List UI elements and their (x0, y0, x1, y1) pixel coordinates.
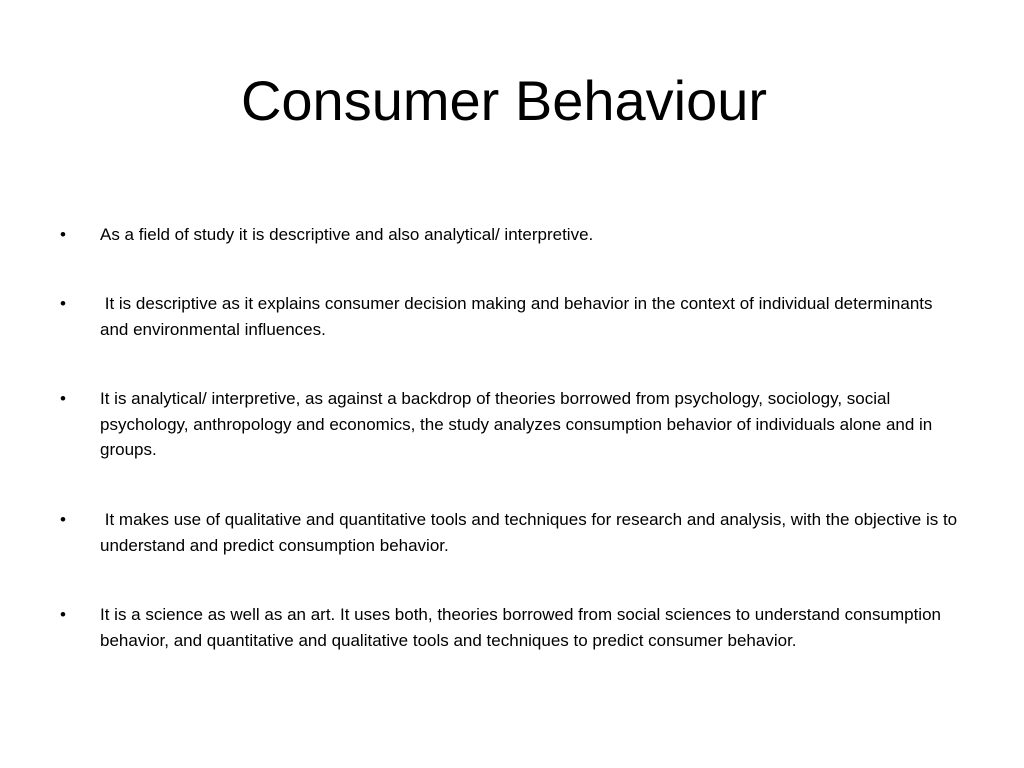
bullet-marker: • (60, 510, 66, 529)
bullet-text: It is a science as well as an art. It uses both, theories borrowed from social sciences to understand consumption behavior, and quantitative and qualitative tools and techniques to predict consumer behavior. (100, 605, 946, 650)
bullet-marker: • (60, 389, 66, 408)
bullet-text: It is analytical/ interpretive, as against a backdrop of theories borrowed from psychology, sociology, social psychology, anthropology and economics, the study analyzes consumption behavior of individuals alone and in groups. (100, 389, 937, 459)
slide-title: Consumer Behaviour (240, 69, 768, 132)
bullet-marker: • (60, 225, 66, 244)
bullet-marker: • (60, 605, 66, 624)
bullet-marker: • (60, 294, 66, 313)
bullet-text: It makes use of qualitative and quantitative tools and techniques for research and analysis, with the objective is to understand and predict consumption behavior. (100, 510, 962, 555)
bullet-text: As a field of study it is descriptive and also analytical/ interpretive. (100, 225, 594, 244)
bullet-text: It is descriptive as it explains consumer decision making and behavior in the context of individual determinants and environmental influences. (100, 294, 938, 339)
